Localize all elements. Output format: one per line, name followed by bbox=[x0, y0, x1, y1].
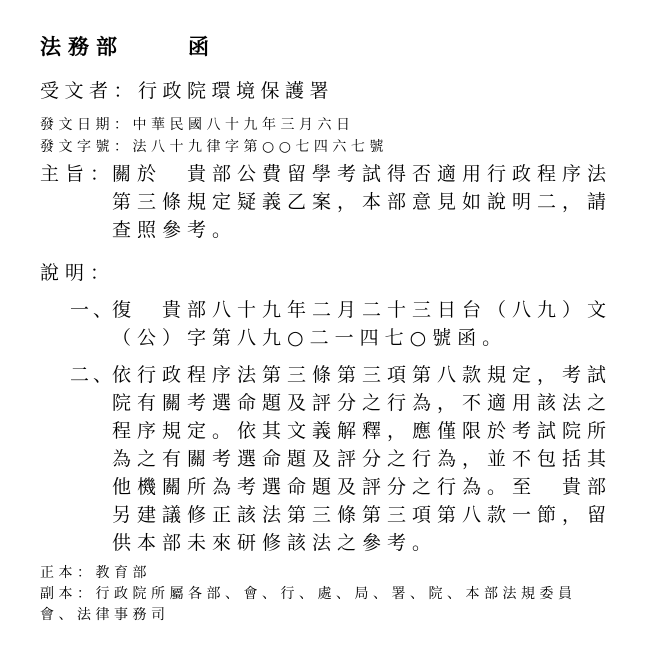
subject-section bbox=[40, 160, 630, 244]
document-title bbox=[40, 31, 216, 61]
explanation-item-2 bbox=[70, 361, 646, 557]
original-recipient-line bbox=[40, 563, 151, 584]
item-2-line: 程序規定。依其文義解釋，應僅限於考試院所 bbox=[112, 420, 613, 442]
original-label: 正本： bbox=[40, 565, 96, 581]
subject-line: 第三條規定疑義乙案，本部意見如說明二，請 bbox=[112, 191, 613, 213]
item-2-line: 另建議修正該法第三條第三項第八款一節，留 bbox=[112, 504, 613, 526]
recipient-value: 行政院環境保護署 bbox=[138, 80, 335, 102]
item-2-line: 供本部未來研修該法之參考。 bbox=[112, 532, 438, 554]
recipient-label: 受文者： bbox=[40, 80, 139, 102]
cc-line: 會、法律事務司 bbox=[40, 607, 170, 623]
subject-label: 主旨： bbox=[40, 163, 116, 185]
item-2-line: 為之有關考選命題及評分之行為，並不包括其 bbox=[112, 448, 613, 470]
issue-number-line bbox=[40, 136, 388, 156]
issue-date-label: 發文日期： bbox=[40, 117, 133, 133]
item-1-text bbox=[112, 296, 646, 352]
item-1-number: 一、 bbox=[70, 299, 117, 321]
subject-text bbox=[112, 160, 630, 244]
item-2-text bbox=[112, 361, 646, 557]
issuing-agency: 法務部 bbox=[40, 34, 124, 59]
cc-label: 副本： bbox=[40, 586, 96, 602]
item-1-line: （公）字第八九○二一四七○號函。 bbox=[112, 327, 508, 349]
cc-line bbox=[40, 584, 577, 605]
original-value: 教育部 bbox=[95, 565, 151, 581]
subject-line: 查照參考。 bbox=[112, 219, 238, 241]
item-2-line: 院有關考選命題及評分之行為，不適用該法之 bbox=[112, 392, 613, 414]
item-1-line: 復 貴部八十九年二月二十三日台（八九）文 bbox=[112, 299, 613, 321]
issue-date-line bbox=[40, 114, 355, 134]
cc-value: 行政院所屬各部、會、行、處、局、署、院、本部法規委員 bbox=[95, 586, 577, 602]
subject-line: 關於 貴部公費留學考試得否適用行政程序法 bbox=[112, 163, 613, 185]
explanation-item-1 bbox=[70, 296, 646, 352]
item-2-number: 二、 bbox=[70, 364, 117, 386]
recipient-line bbox=[40, 76, 334, 103]
cc-recipient-line bbox=[40, 584, 577, 626]
document-type: 函 bbox=[188, 34, 216, 59]
item-2-line: 依行政程序法第三條第三項第八款規定，考試 bbox=[112, 364, 613, 386]
issue-number-value: 法八十九律字第○○七四六七號 bbox=[132, 139, 388, 155]
item-2-line: 他機關所為考選命題及評分之行為。至 貴部 bbox=[112, 476, 613, 498]
issue-number-label: 發文字號： bbox=[40, 139, 133, 155]
issue-date-value: 中華民國八十九年三月六日 bbox=[132, 117, 355, 133]
explanation-label: 說明： bbox=[40, 262, 116, 284]
